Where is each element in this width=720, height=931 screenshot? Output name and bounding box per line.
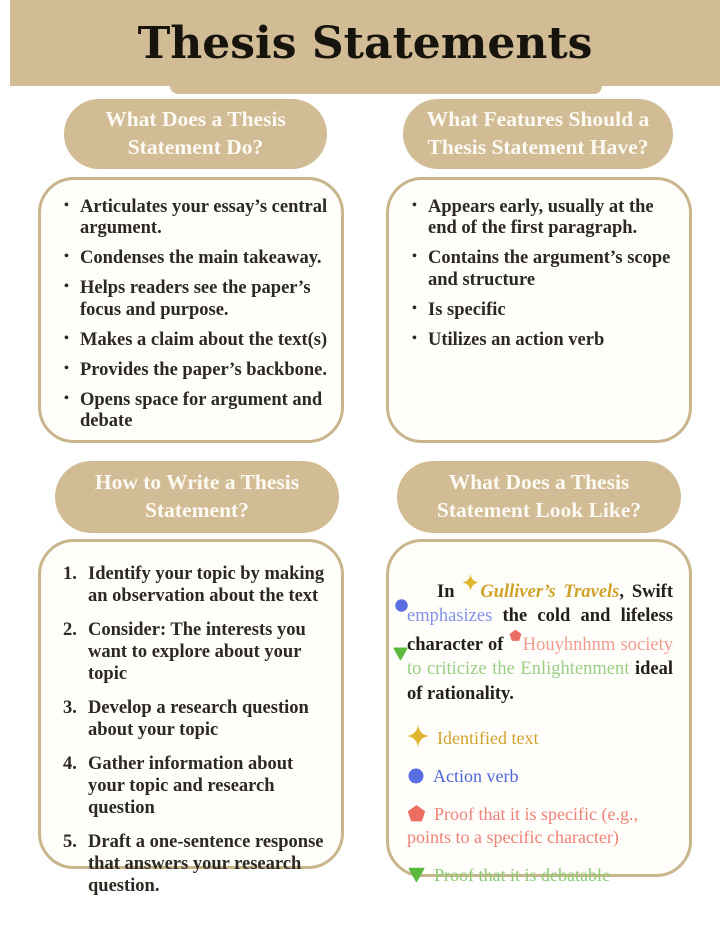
step-item: Consider: The interests you want to explore about your topic bbox=[88, 620, 306, 684]
bullet-item: • Provides the paper’s backbone. bbox=[63, 360, 329, 381]
bullet-item: • Contains the argument’s scope and structure bbox=[411, 248, 677, 291]
bullet-item: • Appears early, usually at the end of the first paragraph. bbox=[411, 197, 677, 240]
identified-text: Gulliver’s Travels bbox=[480, 581, 620, 602]
step-item: Identify your topic by making an observation about the text bbox=[88, 564, 325, 606]
triangle-down-icon bbox=[407, 865, 426, 884]
example-body bbox=[389, 542, 689, 887]
bullet-item: • Is specific bbox=[411, 300, 677, 321]
features-list bbox=[389, 180, 689, 351]
step-item: Draft a one-sentence response that answers your research question. bbox=[88, 832, 324, 896]
step-item: Gather information about your topic and research question bbox=[88, 754, 294, 818]
card-how-to-write bbox=[38, 539, 344, 896]
debatable-text: to criticize the Enlightenment bbox=[407, 659, 630, 680]
legend-label: Identified text bbox=[437, 727, 539, 748]
card-what-does bbox=[38, 177, 344, 443]
header-what-features: What Features Should a Thesis Statement Have? bbox=[403, 99, 673, 169]
circle-icon bbox=[407, 767, 425, 785]
legend-identified bbox=[407, 725, 667, 750]
bullet-item: • Makes a claim about the text(s) bbox=[63, 330, 329, 351]
legend-debatable bbox=[407, 864, 667, 887]
debatable-triangle-icon bbox=[392, 645, 409, 662]
bullet-item: • Articulates your essay’s central argument. bbox=[63, 197, 329, 240]
what-does-list bbox=[41, 180, 341, 433]
specific-pentagon-icon bbox=[509, 629, 522, 642]
header-what-does: What Does a Thesis Statement Do? bbox=[64, 99, 327, 169]
action-verb-circle-icon bbox=[394, 598, 409, 613]
title-banner bbox=[10, 0, 720, 86]
how-to-steps-list bbox=[41, 542, 341, 897]
example-legend bbox=[407, 725, 673, 887]
legend-action-verb bbox=[407, 765, 667, 788]
sparkle-icon bbox=[407, 725, 429, 747]
sentence-segment: ideal of rationality. bbox=[407, 659, 673, 704]
bullet-item: • Opens space for argument and debate bbox=[63, 390, 329, 433]
bullet-item: • Utilizes an action verb bbox=[411, 330, 677, 351]
title-banner-tab bbox=[170, 86, 602, 94]
bullet-item: • Condenses the main takeaway. bbox=[63, 248, 329, 269]
card-example bbox=[386, 539, 692, 886]
legend-label: Proof that it is debatable bbox=[434, 865, 610, 886]
sentence-segment: the cold and lifeless character of bbox=[407, 606, 673, 655]
pentagon-icon bbox=[407, 804, 426, 823]
card-what-features bbox=[386, 177, 692, 443]
bullet-item: • Helps readers see the paper’s focus and purpose. bbox=[63, 278, 329, 321]
page-title: Thesis Statements bbox=[137, 17, 593, 69]
legend-label: Proof that it is specific (e.g., points to a specific character) bbox=[407, 804, 638, 848]
step-item: Develop a research question about your topic bbox=[88, 698, 309, 740]
sentence-segment: In bbox=[437, 581, 463, 602]
header-look-like: What Does a Thesis Statement Look Like? bbox=[397, 461, 681, 533]
sentence-segment: , Swift bbox=[619, 581, 673, 602]
header-how-to-write: How to Write a Thesis Statement? bbox=[55, 461, 339, 533]
example-sentence bbox=[407, 574, 673, 707]
legend-specific bbox=[407, 803, 667, 849]
specific-text: Houyhnhnm society bbox=[522, 634, 673, 655]
action-verb-text: emphasizes bbox=[407, 606, 493, 627]
legend-label: Action verb bbox=[433, 766, 519, 786]
identified-sparkle-icon bbox=[462, 574, 479, 591]
